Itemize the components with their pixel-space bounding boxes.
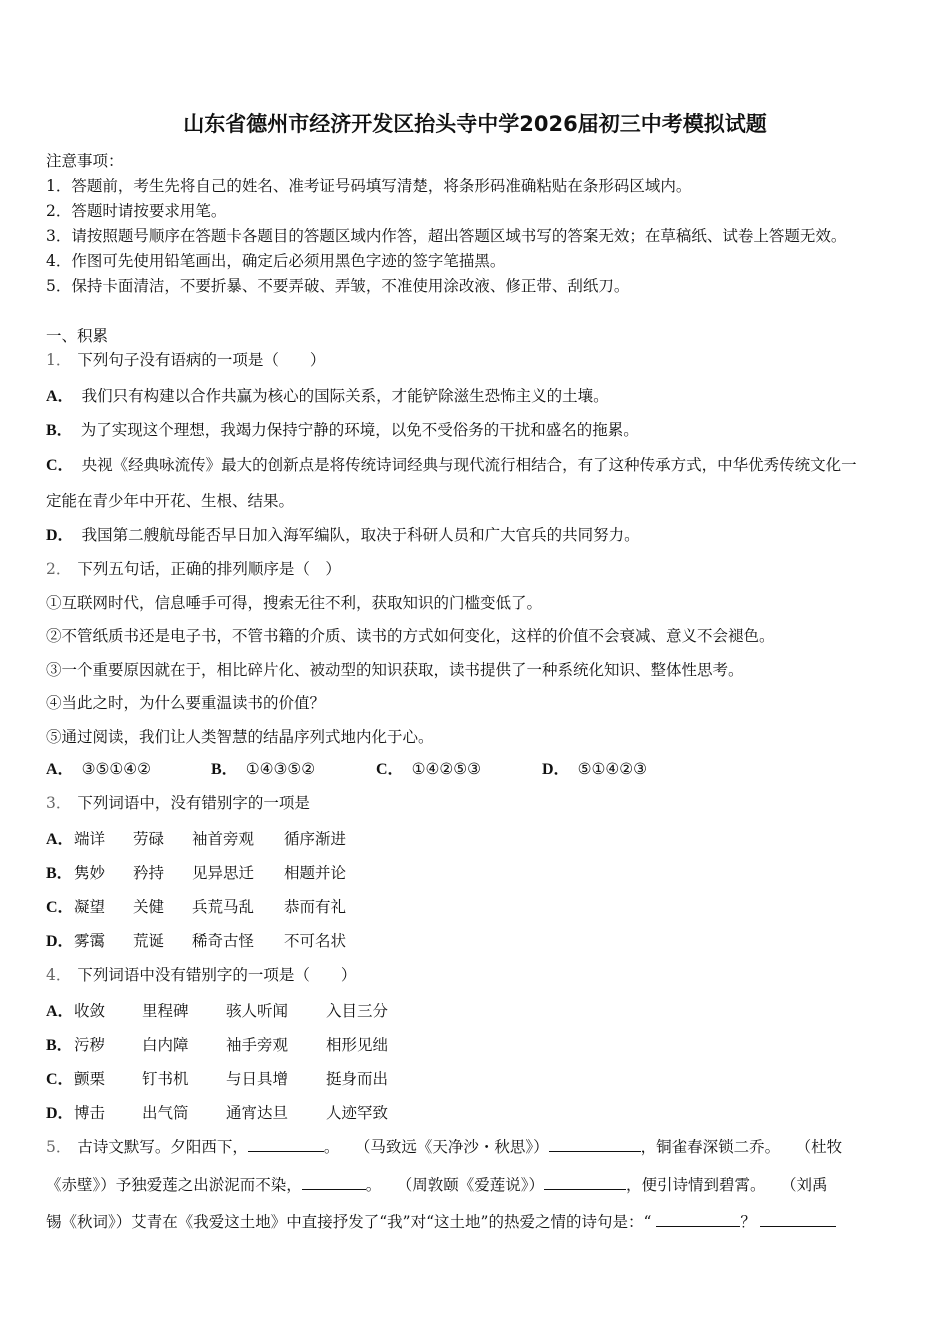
q-text: ，便引诗情到碧霄。 （刘禹 (626, 1176, 828, 1194)
q-text: 。 （马致远《天净沙・秋思》） (323, 1138, 549, 1156)
option-word: 收敛 (74, 1002, 106, 1020)
option-label: B． (46, 865, 73, 882)
option (46, 525, 640, 546)
note-item: 3．请按照题号顺序在答题卡各题目的答题区域内作答，超出答题区域书写的答案无效；在草稿纸、试卷上答题无效。 (46, 227, 847, 245)
option-label: C． (46, 457, 74, 474)
option-text: 我国第二艘航母能否早日加入海军编队，取决于科研人员和广大官兵的共同努力。 (81, 526, 640, 544)
option-label: C． (46, 899, 74, 916)
sentence: ②不管纸质书还是电子书，不管书籍的介质、读书的方式如何变化，这样的价值不会衰减、意义不会褪色。 (46, 627, 775, 645)
option-word: 不可名状 (284, 932, 347, 950)
option-word: 挺身而出 (326, 1070, 389, 1088)
option (46, 931, 646, 951)
option-label: C． (376, 761, 404, 778)
option-word: 关健 (133, 898, 165, 916)
option-text: ①④③⑤② (245, 760, 316, 778)
note-item: 4．作图可先使用铅笔画出，确定后必须用黑色字迹的签字笔描黑。 (46, 252, 506, 270)
option-text: 央视《经典咏流传》最大的创新点是将传统诗词经典与现代流行相结合，有了这种传承方式，中华优秀传统文化一 (81, 456, 857, 474)
option-word: 人迹罕致 (326, 1104, 389, 1122)
option-word: 博击 (74, 1104, 106, 1122)
option-label: B． (46, 422, 73, 439)
option-word: 出气筒 (142, 1104, 189, 1122)
option-word: 相形见绌 (326, 1036, 389, 1054)
q-text: 。 （周敦颐《爱莲说》） (365, 1176, 545, 1194)
option-text: ⑤①④②③ (577, 760, 648, 778)
option-label: A． (46, 388, 74, 405)
option (46, 1069, 646, 1089)
option-label: B． (211, 761, 238, 778)
option (46, 420, 639, 441)
option-word: 凝望 (74, 898, 106, 916)
question-4 (46, 965, 356, 985)
question-1 (46, 350, 325, 370)
q-stem: 下列词语中，没有错别字的一项是 (77, 794, 310, 812)
option-label: D． (542, 761, 570, 778)
q-text: 锡《秋词》）艾青在《我爱这土地》中直接抒发了“我”对“这土地”的热爱之情的诗句是：“ (46, 1213, 657, 1231)
option-word: 污秽 (74, 1036, 106, 1054)
question-2 (46, 559, 341, 579)
option (46, 1103, 646, 1123)
option-word: 矜持 (133, 864, 165, 882)
q-stem: 下列句子没有语病的一项是（ ） (77, 351, 326, 369)
option-word: 兵荒马乱 (192, 898, 255, 916)
answer-blank[interactable] (544, 1175, 626, 1190)
option-word: 循序渐进 (284, 830, 347, 848)
note-item: 5．保持卡面清洁，不要折暴、不要弄破、弄皱，不准使用涂改液、修正带、刮纸刀。 (46, 277, 630, 295)
option-word: 隽妙 (74, 864, 106, 882)
option-word: 雾霭 (74, 932, 106, 950)
option-word: 恭而有礼 (284, 898, 347, 916)
option-word: 端详 (74, 830, 106, 848)
sentence: ①互联网时代，信息唾手可得，搜索无往不利，获取知识的门槛变低了。 (46, 594, 543, 612)
option (46, 455, 857, 476)
option-continued: 定能在青少年中开花、生根、结果。 (46, 492, 295, 510)
question-5 (46, 1137, 842, 1157)
answer-blank[interactable] (302, 1175, 366, 1190)
option-label: C． (46, 1071, 74, 1088)
option (46, 1001, 646, 1021)
option-label: D． (46, 527, 74, 544)
option-label: A． (46, 1003, 74, 1020)
option-word: 骇人听闻 (226, 1002, 289, 1020)
option (46, 897, 646, 917)
answer-blank[interactable] (656, 1212, 740, 1227)
option-word: 通宵达旦 (226, 1104, 289, 1122)
q-number: 5． (46, 1138, 72, 1156)
option (46, 863, 646, 883)
option-word: 白内障 (142, 1036, 189, 1054)
option-word: 袖首旁观 (192, 830, 255, 848)
option (46, 829, 646, 849)
answer-blank[interactable] (248, 1137, 324, 1152)
answer-blank[interactable] (549, 1137, 641, 1152)
option-word: 钉书机 (142, 1070, 189, 1088)
option-word: 相题并论 (284, 864, 347, 882)
option-word: 见异思迁 (192, 864, 255, 882)
note-item: 2．答题时请按要求用笔。 (46, 202, 227, 220)
option-word: 荒诞 (133, 932, 165, 950)
q-text: 古诗文默写。夕阳西下， (77, 1138, 248, 1156)
option-text: 为了实现这个理想，我竭力保持宁静的环境，以免不受俗务的干扰和盛名的拖累。 (80, 421, 639, 439)
option-text: 我们只有构建以合作共赢为核心的国际关系，才能铲除滋生恐怖主义的土壤。 (81, 387, 609, 405)
q-text: 《赤壁》）予独爱莲之出淤泥而不染， (46, 1176, 302, 1194)
option-label: A． (46, 831, 74, 848)
option (46, 386, 609, 407)
page-title: 山东省德州市经济开发区抬头寺中学2026届初三中考模拟试题 (183, 112, 767, 136)
option-label: D． (46, 1105, 74, 1122)
question-5-line (46, 1212, 836, 1232)
question-5-line (46, 1175, 828, 1195)
option-word: 劳碌 (133, 830, 165, 848)
q-number: 4． (46, 966, 72, 984)
option-word: 袖手旁观 (226, 1036, 289, 1054)
q-stem: 下列五句话，正确的排列顺序是（ ） (77, 560, 341, 578)
note-item: 1．答题前，考生先将自己的姓名、准考证号码填写清楚，将条形码准确粘贴在条形码区域内。 (46, 177, 692, 195)
answer-blank[interactable] (760, 1212, 836, 1227)
q-text: ，铜雀春深锁二乔。 （杜牧 (640, 1138, 843, 1156)
notes-heading: 注意事项： (46, 152, 124, 170)
q2-options (46, 759, 746, 779)
option-label: B． (46, 1037, 73, 1054)
section-heading: 一、积累 (46, 327, 109, 345)
option-label: A． (46, 761, 74, 778)
sentence: ⑤通过阅读，我们让人类智慧的结晶序列式地内化于心。 (46, 728, 434, 746)
sentence: ③一个重要原因就在于，相比碎片化、被动型的知识获取，读书提供了一种系统化知识、整体性思考。 (46, 661, 744, 679)
option-text: ①④②⑤③ (411, 760, 482, 778)
q-number: 3． (46, 794, 72, 812)
option-word: 与日具增 (226, 1070, 289, 1088)
option-word: 颤栗 (74, 1070, 106, 1088)
sentence: ④当此之时，为什么要重温读书的价值？ (46, 694, 326, 712)
q-number: 1． (46, 351, 72, 369)
q-text: ？ (740, 1213, 756, 1231)
option-word: 里程碑 (142, 1002, 189, 1020)
option-text: ③⑤①④② (81, 760, 152, 778)
option-word: 入目三分 (326, 1002, 389, 1020)
option (46, 1035, 646, 1055)
option-label: D． (46, 933, 74, 950)
option-word: 稀奇古怪 (192, 932, 255, 950)
q-number: 2． (46, 560, 72, 578)
question-3 (46, 793, 310, 813)
q-stem: 下列词语中没有错别字的一项是（ ） (77, 966, 357, 984)
